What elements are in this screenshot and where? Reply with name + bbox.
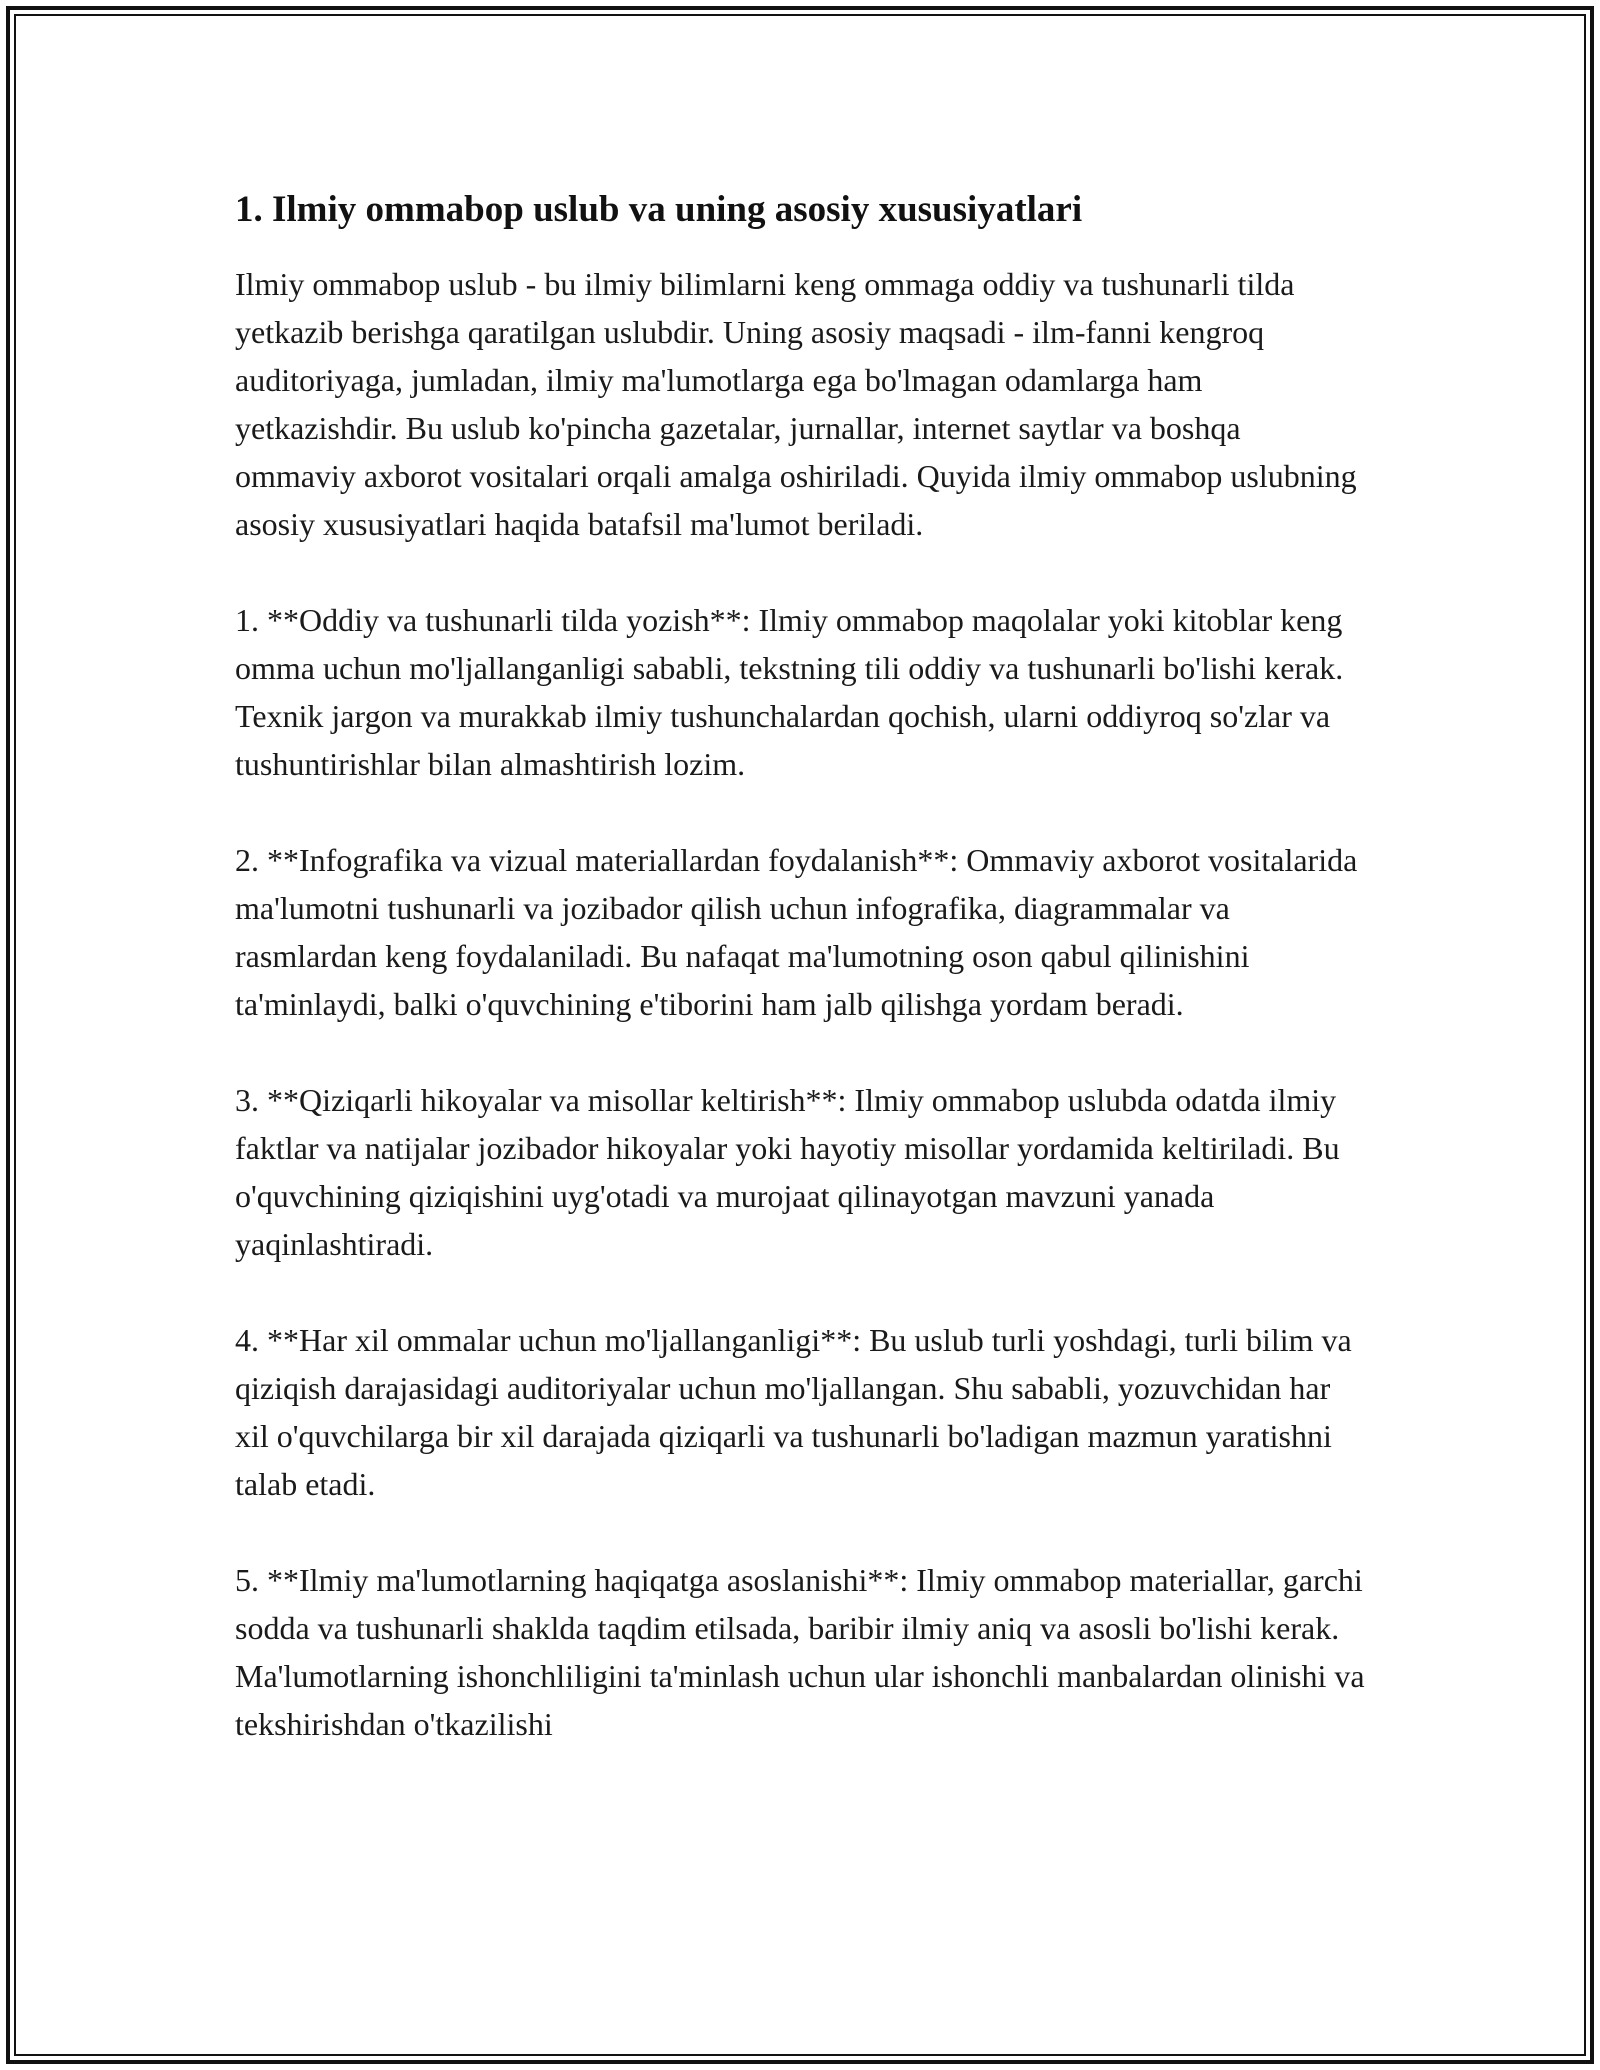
intro-paragraph: Ilmiy ommabop uslub - bu ilmiy bilimlarni keng ommaga oddiy va tushunarli tilda yetkazib berishga qaratilgan uslubdir. Uning asosiy maqsadi - ilm-fanni kengroq auditoriyaga, jumladan, ilmiy ma'lumotlarga ega bo'lmagan odamlarga ham yetkazishdir. Bu uslub ko'pincha gazetalar, jurnallar, internet saytlar va boshqa ommaviy axborot vositalari orqali amalga oshiriladi. Quyida ilmiy ommabop uslubning asosiy xususiyatlari haqida batafsil ma'lumot beriladi. bbox=[235, 266, 1357, 543]
list-item-1: 1. **Oddiy va tushunarli tilda yozish**: Ilmiy ommabop maqolalar yoki kitoblar keng omma uchun mo'ljallanganligi sababli, tekstning tili oddiy va tushunarli bo'lishi kerak. Texnik jargon va murakkab ilmiy tushunchalardan qochish, ularni oddiyroq so'zlar va tushuntirishlar bilan almashtirish lozim. bbox=[235, 602, 1344, 783]
section-heading: 1. Ilmiy ommabop uslub va uning asosiy xususiyatlari bbox=[235, 189, 1083, 230]
list-item-3: 3. **Qiziqarli hikoyalar va misollar keltirish**: Ilmiy ommabop uslubda odatda ilmiy faktlar va natijalar jozibador hikoyalar yoki hayotiy misollar yordamida keltiriladi. Bu o'quvchining qiziqishini uyg'otadi va murojaat qilinayotgan mavzuni yanada yaqinlashtiradi. bbox=[235, 1082, 1340, 1263]
list-item-5: 5. **Ilmiy ma'lumotlarning haqiqatga asoslanishi**: Ilmiy ommabop materiallar, garchi sodda va tushunarli shaklda taqdim etilsada, baribir ilmiy aniq va asosli bo'lishi kerak. Ma'lumotlarning ishonchliligini ta'minlash uchun ular ishonchli manbalardan olinishi va tekshirishdan o'tkazilishi bbox=[235, 1562, 1365, 1743]
list-item-2: 2. **Infografika va vizual materiallardan foydalanish**: Ommaviy axborot vositalarida ma'lumotni tushunarli va jozibador qilish uchun infografika, diagrammalar va rasmlardan keng foydalaniladi. Bu nafaqat ma'lumotning oson qabul qilinishini ta'minlaydi, balki o'quvchining e'tiborini ham jalb qilishga yordam beradi. bbox=[235, 842, 1358, 1023]
list-item-4: 4. **Har xil ommalar uchun mo'ljallanganligi**: Bu uslub turli yoshdagi, turli bilim va qiziqish darajasidagi auditoriyalar uchun mo'ljallangan. Shu sababli, yozuvchidan har xil o'quvchilarga bir xil darajada qiziqarli va tushunarli bo'ladigan mazmun yaratishni talab etadi. bbox=[235, 1322, 1352, 1503]
document-body bbox=[235, 186, 1365, 1748]
